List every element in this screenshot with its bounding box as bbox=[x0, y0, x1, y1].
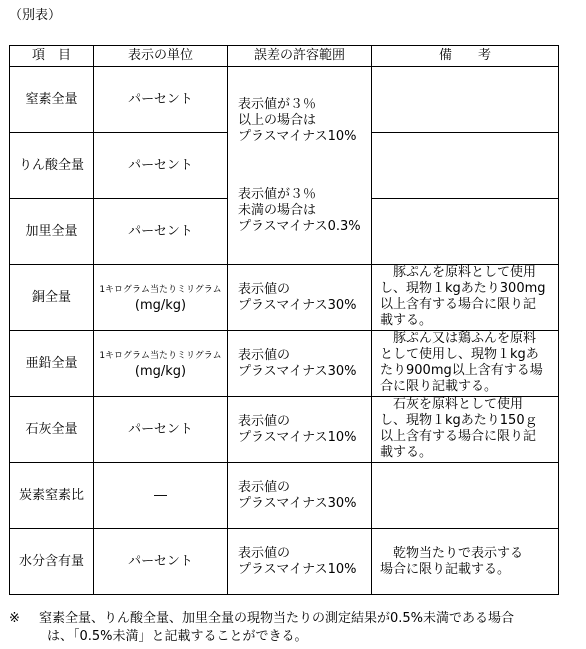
tolerance-line: プラスマイナス30% bbox=[238, 495, 357, 511]
row-item: りん酸全量 bbox=[10, 133, 94, 199]
row-item: 石灰全量 bbox=[10, 397, 94, 463]
footnote-mark: ※ bbox=[9, 611, 20, 626]
tolerance-line: 未満の場合は bbox=[238, 202, 317, 218]
tolerance-line: プラスマイナス30% bbox=[238, 363, 357, 379]
table-row bbox=[10, 331, 559, 397]
row-item: 炭素窒素比 bbox=[10, 463, 94, 529]
merged-tolerance-cell bbox=[228, 67, 372, 265]
row-unit bbox=[94, 331, 228, 397]
tolerance-line: プラスマイナス30% bbox=[238, 297, 357, 313]
table-row bbox=[10, 397, 559, 463]
row-unit: パーセント bbox=[94, 397, 228, 463]
row-tolerance bbox=[228, 331, 372, 397]
row-item: 亜鉛全量 bbox=[10, 331, 94, 397]
tolerance-line: 表示値の bbox=[238, 281, 291, 297]
header-item: 項 目 bbox=[10, 46, 94, 67]
remark-line: 載する。 bbox=[380, 445, 433, 460]
tolerance-line: 表示値が３％ bbox=[238, 96, 317, 112]
remark-line: として使用し、現物１kgあ bbox=[380, 347, 539, 362]
remark-line: 載する。 bbox=[380, 313, 433, 328]
row-remarks bbox=[372, 133, 559, 199]
row-unit: パーセント bbox=[94, 67, 228, 133]
table-header-row bbox=[10, 46, 559, 67]
tolerance-line: 以上の場合は bbox=[238, 112, 317, 128]
row-remarks bbox=[372, 265, 559, 331]
row-tolerance bbox=[228, 529, 372, 595]
row-item: 銅全量 bbox=[10, 265, 94, 331]
remark-line: 石灰を原料として使用 bbox=[380, 397, 524, 412]
tolerance-line: 表示値の bbox=[238, 545, 291, 561]
row-remarks bbox=[372, 529, 559, 595]
row-item: 水分含有量 bbox=[10, 529, 94, 595]
remark-line: 以上含有する場合に限り記 bbox=[380, 297, 537, 312]
row-remarks bbox=[372, 463, 559, 529]
row-item: 窒素全量 bbox=[10, 67, 94, 133]
remark-line: 豚ぷん又は鶏ふんを原料 bbox=[380, 331, 537, 346]
row-remarks bbox=[372, 331, 559, 397]
row-item: 加里全量 bbox=[10, 199, 94, 265]
unit-label: (mg/kg) bbox=[134, 297, 187, 313]
tolerance-line: プラスマイナス0.3% bbox=[238, 218, 361, 234]
remark-line: たり900mg以上含有する場 bbox=[380, 363, 543, 378]
remark-line: し、現物１kgあたり300mg bbox=[380, 281, 546, 296]
row-remarks bbox=[372, 397, 559, 463]
row-unit: パーセント bbox=[94, 529, 228, 595]
tolerance-line: プラスマイナス10% bbox=[238, 128, 357, 144]
row-tolerance bbox=[228, 397, 372, 463]
footnote-line: 窒素全量、りん酸全量、加里全量の現物当たりの測定結果が0.5%未満である場合 bbox=[39, 611, 515, 626]
row-tolerance bbox=[228, 265, 372, 331]
unit-label-small: 1キログラム当たりミリグラム bbox=[99, 350, 222, 361]
row-unit: パーセント bbox=[94, 133, 228, 199]
tolerance-line: 表示値の bbox=[238, 347, 291, 363]
unit-label-small: 1キログラム当たりミリグラム bbox=[99, 284, 222, 295]
tolerance-line: プラスマイナス10% bbox=[238, 561, 357, 577]
row-unit: パーセント bbox=[94, 199, 228, 265]
remark-line: 以上含有する場合に限り記 bbox=[380, 429, 537, 444]
row-unit: ― bbox=[94, 463, 228, 529]
annex-label: （別表） bbox=[9, 8, 62, 23]
tolerance-line: プラスマイナス10% bbox=[238, 429, 357, 445]
table-row bbox=[10, 67, 559, 133]
row-unit bbox=[94, 265, 228, 331]
tolerance-line: 表示値が３％ bbox=[238, 186, 317, 202]
remark-line: し、現物１kgあたり150ｇ bbox=[380, 413, 538, 428]
table-row bbox=[10, 529, 559, 595]
row-tolerance bbox=[228, 463, 372, 529]
footnote-line: は、「0.5%未満」と記載することができる。 bbox=[47, 629, 308, 644]
footnote bbox=[9, 610, 581, 646]
table-row bbox=[10, 265, 559, 331]
row-remarks bbox=[372, 67, 559, 133]
remark-line: 合に限り記載する。 bbox=[380, 379, 498, 394]
tolerance-line: 表示値の bbox=[238, 413, 291, 429]
header-unit: 表示の単位 bbox=[94, 46, 228, 67]
remark-line: 乾物当たりで表示する bbox=[380, 545, 524, 561]
header-remarks: 備 考 bbox=[372, 46, 559, 67]
remark-line: 豚ぷんを原料として使用 bbox=[380, 265, 537, 280]
remark-line: 場合に限り記載する。 bbox=[380, 561, 511, 577]
specification-table bbox=[9, 45, 559, 595]
header-tolerance: 誤差の許容範囲 bbox=[228, 46, 372, 67]
table-row bbox=[10, 463, 559, 529]
row-remarks bbox=[372, 199, 559, 265]
unit-label: (mg/kg) bbox=[134, 363, 187, 379]
tolerance-line: 表示値の bbox=[238, 479, 291, 495]
